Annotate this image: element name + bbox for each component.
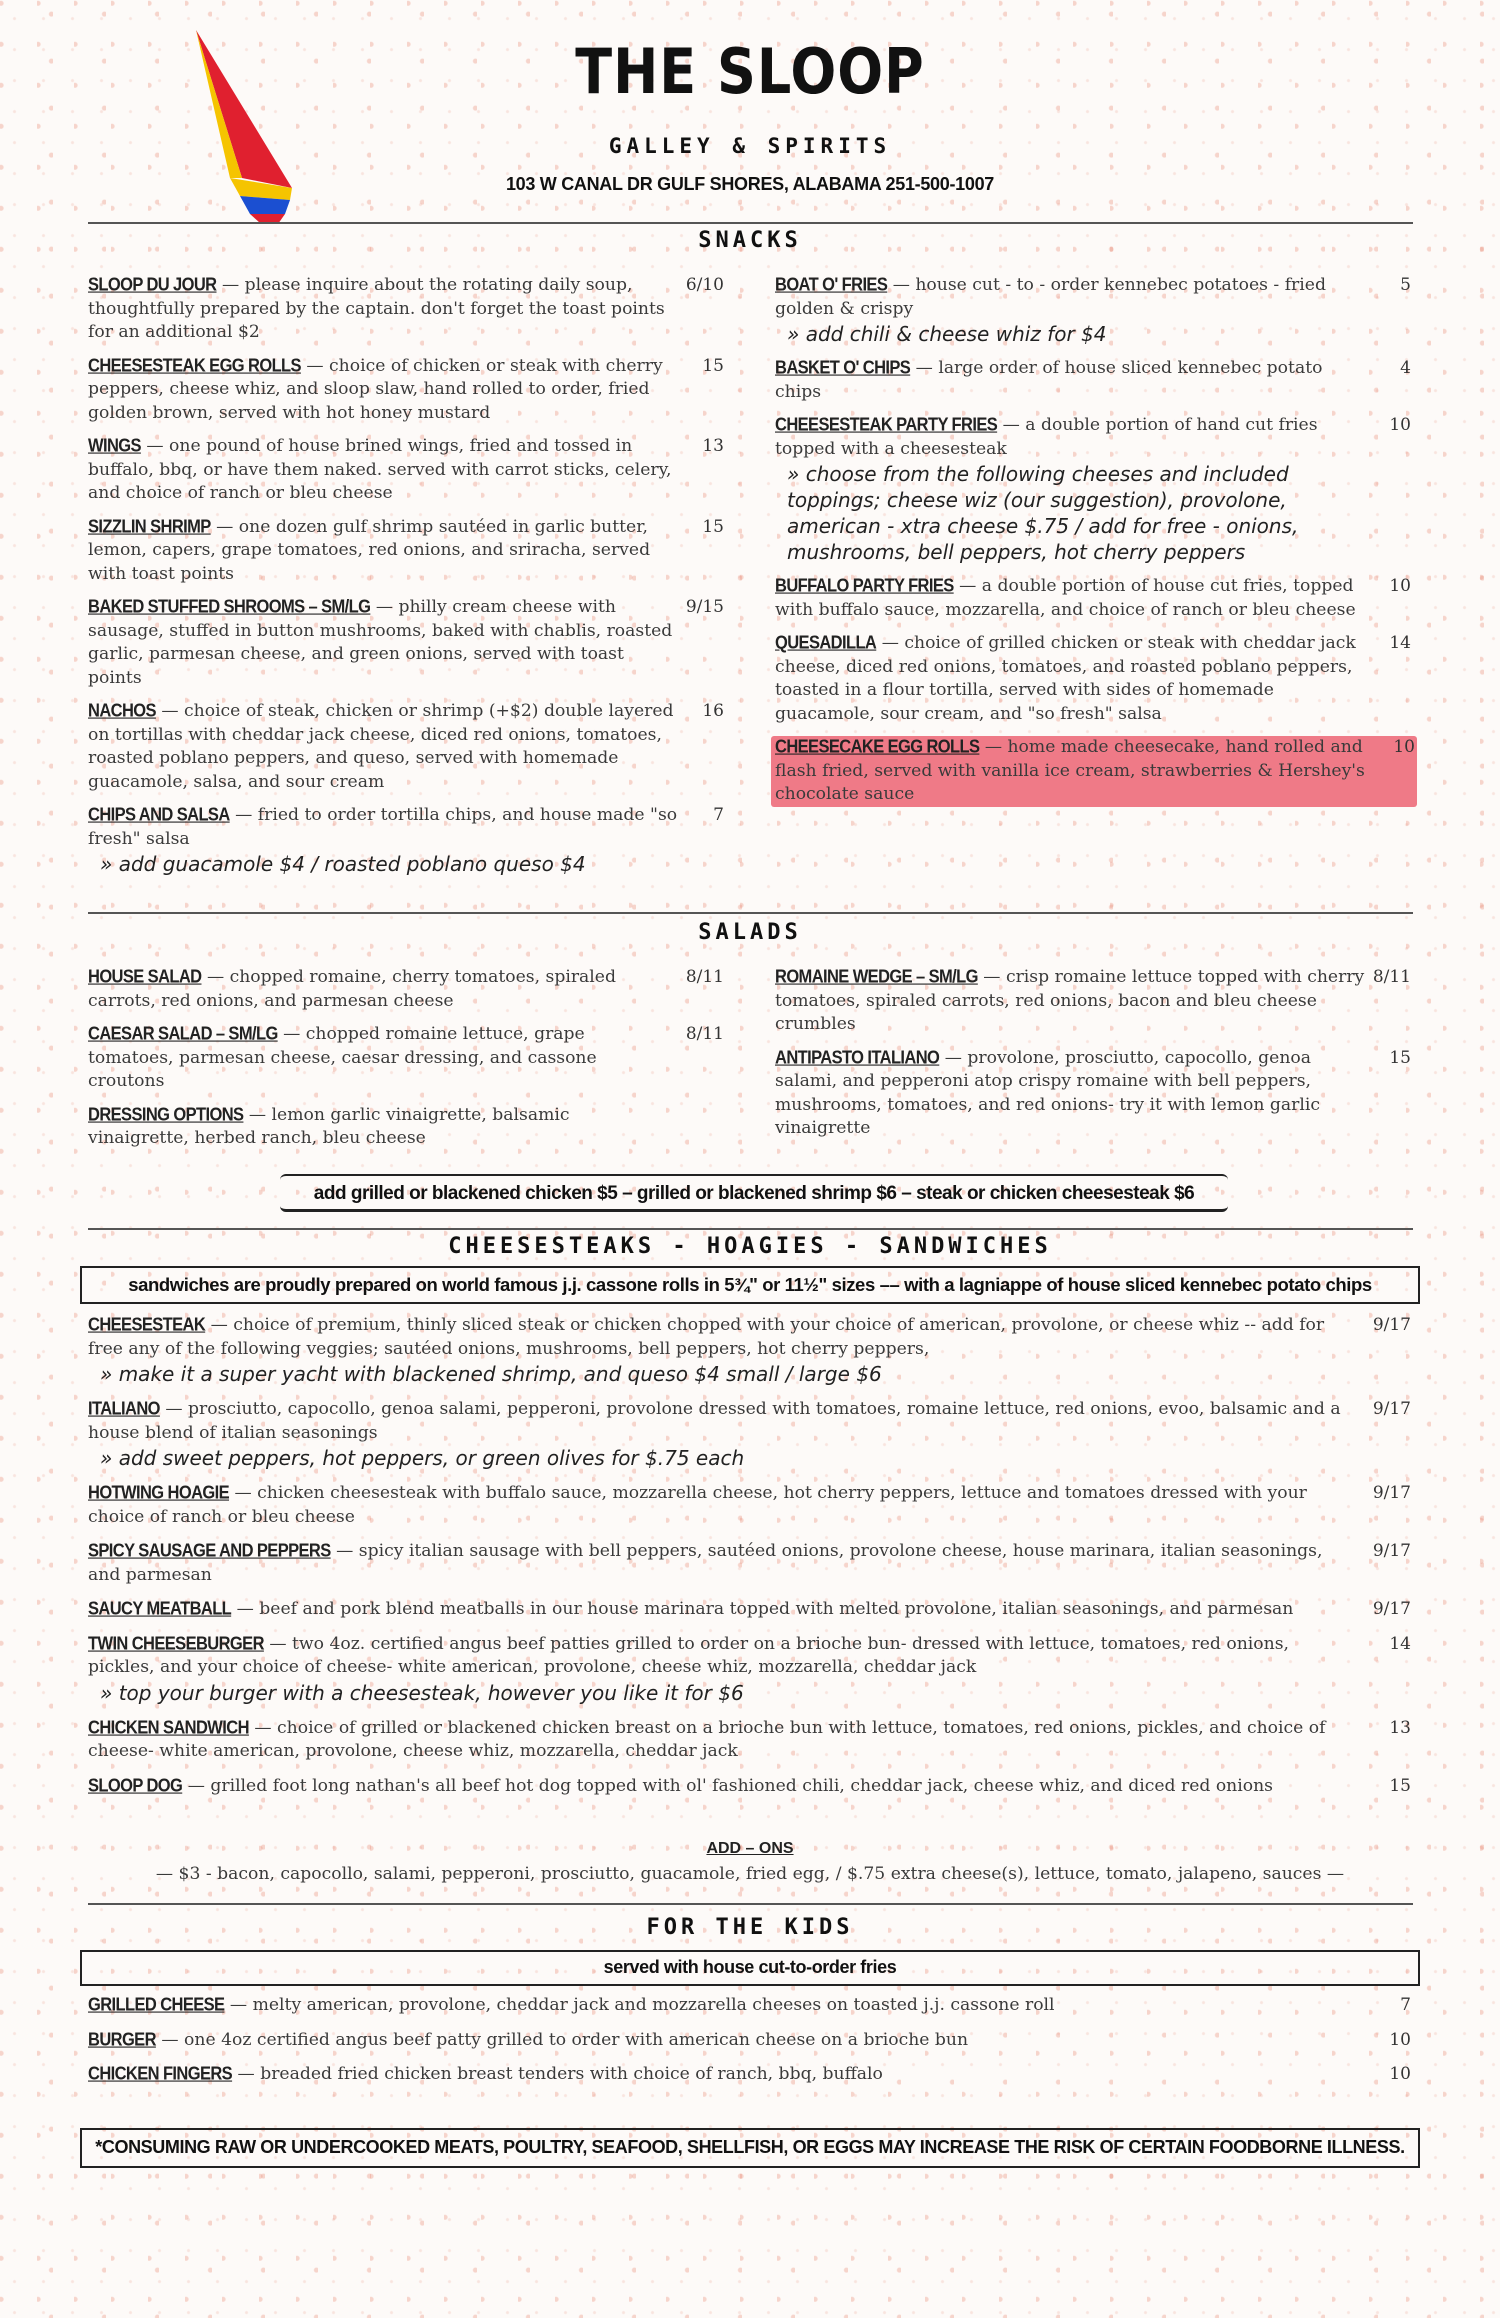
menu-item-description: — one 4oz certified angus beef patty grilled to order with american cheese on a brioche bun — [155, 2029, 969, 2050]
menu-item — [775, 274, 1413, 347]
menu-item-description: — spicy italian sausage with bell peppers, sautéed onions, provolone cheese, house marinara, italian seasonings, and parmesan — [88, 1541, 1323, 1585]
menu-item-text — [775, 632, 1365, 726]
menu-item-name: SLOOP DU JOUR — [88, 275, 217, 295]
menu-item-price: 13 — [702, 436, 724, 456]
divider — [88, 912, 1413, 914]
menu-item-description: — choice of steak, chicken or shrimp (+$2) double layered on tortillas with cheddar jack cheese, diced red onions, tomatoes, roasted poblano peppers, and queso, served with homemade guacamole, salsa, and sour cream — [88, 701, 674, 792]
menu-item-text — [775, 736, 1365, 807]
menu-item-text — [88, 1633, 1343, 1680]
menu-item — [88, 1104, 726, 1151]
menu-item-text — [88, 516, 678, 587]
menu-item-description: — lemon garlic vinaigrette, balsamic vinaigrette, herbed ranch, bleu cheese — [88, 1104, 570, 1148]
menu-item-text — [88, 1717, 1343, 1764]
menu-item-note: » add sweet peppers, hot peppers, or green olives for $.75 each — [100, 1446, 745, 1470]
menu-item-note: » make it a super yacht with blackened shrimp, and queso $4 small / large $6 — [100, 1362, 882, 1386]
menu-item-name: CHICKEN SANDWICH — [88, 1717, 249, 1738]
menu-item-name: BUFFALO PARTY FRIES — [775, 576, 954, 596]
menu-item — [775, 414, 1413, 565]
menu-item-price: 15 — [1389, 1775, 1411, 1796]
menu-item-text — [775, 966, 1365, 1037]
menu-item-text — [88, 2063, 1343, 2087]
menu-item-description: — chopped romaine lettuce, grape tomatoes, parmesan cheese, caesar dressing, and cassone croutons — [88, 1024, 597, 1091]
menu-item-note: » add chili & cheese whiz for $4 — [787, 322, 1107, 346]
menu-item-price: 10 — [1389, 576, 1411, 596]
menu-item-description: — breaded fried chicken breast tenders with choice of ranch, bbq, buffalo — [232, 2064, 883, 2084]
menu-item — [88, 1482, 1413, 1529]
menu-item-price: 10 — [1389, 2064, 1411, 2084]
salad-addon-bar: add grilled or blackened chicken $5 – grilled or blackened shrimp $6 – steak or chicken cheesesteak $6 — [280, 1174, 1228, 1212]
menu-item-description: — one pound of house brined wings, fried and tossed in buffalo, bbq, or have them naked. served with carrot sticks, celery, and choice of ranch or bleu cheese — [88, 436, 672, 503]
menu-item-text — [88, 274, 678, 345]
sandwich-list — [88, 1314, 1413, 1809]
menu-item — [88, 1598, 1413, 1622]
menu-item — [88, 1023, 726, 1094]
restaurant-subtitle: GALLEY & SPIRITS — [608, 134, 892, 158]
menu-item-description: — choice of grilled or blackened chicken breast on a brioche bun with lettuce, tomatoes, red onions, pickles, and choice of cheese- white american, provolone, cheese whiz, mozzarella, cheddar jack — [88, 1717, 1326, 1761]
menu-item-description: — melty american, provolone, cheddar jack and mozzarella cheeses on toasted j.j. cassone roll — [224, 1995, 1055, 2015]
menu-item-name: BURGER — [88, 2029, 156, 2050]
menu-item-name: CHEESECAKE EGG ROLLS — [775, 737, 980, 757]
menu-item-name: DRESSING OPTIONS — [88, 1104, 244, 1125]
menu-item — [775, 575, 1413, 622]
menu-item-name: SAUCY MEATBALL — [88, 1599, 232, 1619]
menu-item — [88, 2063, 1413, 2087]
menu-item — [775, 966, 1413, 1037]
menu-item-text — [88, 1775, 1343, 1799]
menu-item — [775, 632, 1413, 726]
menu-item-price: 8/11 — [1372, 967, 1411, 987]
menu-item — [88, 1775, 1413, 1799]
menu-item-price: 8/11 — [685, 967, 724, 987]
menu-item-text — [88, 966, 658, 1013]
menu-item-text — [88, 1598, 1343, 1622]
addons-text: — $3 - bacon, capocollo, salami, pepperoni, prosciutto, guacamole, fried egg, / $.75 extra cheese(s), lettuce, tomato, jalapeno, sauces — — [155, 1864, 1345, 1884]
section-heading-sandwiches: CHEESESTEAKS - HOAGIES - SANDWICHES — [448, 1234, 1052, 1259]
menu-item-price: 10 — [1389, 415, 1411, 435]
menu-item — [88, 804, 726, 877]
menu-item-name: CHEESESTEAK — [88, 1315, 206, 1335]
menu-item-price: 7 — [713, 805, 724, 825]
menu-item-description: — a double portion of hand cut fries topped with a cheesesteak — [775, 415, 1318, 459]
menu-item-name: BOAT O' FRIES — [775, 275, 888, 295]
addons-title: ADD – ONS — [706, 1840, 794, 1857]
menu-item-price: 16 — [702, 701, 724, 721]
menu-item — [771, 736, 1417, 807]
menu-item — [88, 1717, 1413, 1764]
menu-item-description: — choice of grilled chicken or steak with cheddar jack cheese, diced red onions, tomatoes, and roasted poblano peppers, toasted in a flour tortilla, served with sides of homemade guacamole, sour cream, and "so fresh" salsa — [775, 633, 1356, 724]
menu-item — [88, 596, 726, 690]
menu-item-text — [88, 1994, 1343, 2018]
menu-item-name: CHICKEN FINGERS — [88, 2064, 233, 2084]
menu-item-price: 10 — [1393, 737, 1415, 757]
menu-item-name: NACHOS — [88, 701, 156, 721]
divider — [88, 222, 1413, 224]
menu-item-description: — philly cream cheese with sausage, stuffed in button mushrooms, baked with chablis, roasted garlic, parmesan cheese, and green onions, served with toast points — [88, 597, 673, 688]
snacks-right-column — [775, 274, 1413, 817]
menu-item-text — [88, 1540, 1343, 1587]
menu-item-text — [88, 1314, 1343, 1361]
menu-item — [88, 1994, 1413, 2018]
menu-item — [775, 357, 1413, 404]
menu-item-note: » choose from the following cheeses and included toppings; cheese wiz (our suggestion), provolone, american - xtra cheese $.75 / add for free - onions, mushrooms, bell peppers, hot cherry peppers — [787, 462, 1299, 564]
menu-item — [88, 516, 726, 587]
menu-item-description: — large order of house sliced kennebec potato chips — [775, 358, 1323, 402]
menu-item-name: CAESAR SALAD – SM/LG — [88, 1024, 278, 1044]
menu-item-text — [775, 1047, 1365, 1141]
menu-item-price: 14 — [1389, 1633, 1411, 1654]
menu-item-text — [775, 575, 1365, 622]
menu-item-text — [88, 1482, 1343, 1529]
menu-item — [88, 1314, 1413, 1387]
food-safety-disclaimer: *CONSUMING RAW OR UNDERCOOKED MEATS, POULTRY, SEAFOOD, SHELLFISH, OR EGGS MAY INCREASE THE RISK OF CERTAIN FOODBORNE ILLNESS. — [80, 2128, 1420, 2168]
restaurant-title: THE SLOOP — [575, 35, 925, 108]
menu-item — [88, 274, 726, 345]
section-heading-kids: FOR THE KIDS — [646, 1915, 854, 1940]
menu-item-price: 15 — [702, 355, 724, 376]
sandwich-banner: sandwiches are proudly prepared on world famous j.j. cassone rolls in 5¾" or 11½" sizes –– with a lagniappe of house sliced kennebec potato chips — [80, 1266, 1420, 1304]
menu-item-name: GRILLED CHEESE — [88, 1995, 225, 2015]
menu-item-text — [88, 700, 678, 794]
menu-item-text — [775, 274, 1365, 321]
menu-item — [88, 700, 726, 794]
menu-item — [88, 1540, 1413, 1587]
menu-item-description: — crisp romaine lettuce topped with cherry tomatoes, spiraled carrots, red onions, bacon and bleu cheese crumbles — [775, 967, 1365, 1034]
menu-item-name: ROMAINE WEDGE – SM/LG — [775, 967, 978, 987]
menu-item-price: 15 — [702, 516, 724, 537]
menu-item-price: 8/11 — [685, 1024, 724, 1044]
menu-item-price: 14 — [1389, 633, 1411, 653]
menu-item — [88, 1633, 1413, 1706]
menu-item-description: — choice of premium, thinly sliced steak or chicken chopped with your choice of american, provolone, or cheese whiz -- add for free any of the following veggies; sautéed onions, mushrooms, bell peppers, hot cherry peppers, — [88, 1315, 1325, 1359]
menu-item-price: 10 — [1389, 2029, 1411, 2050]
menu-item-name: CHIPS AND SALSA — [88, 805, 230, 825]
menu-item-name: CHEESESTEAK PARTY FRIES — [775, 415, 998, 435]
salads-right-column — [775, 966, 1413, 1151]
menu-item-description: — choice of chicken or steak with cherry peppers, cheese whiz, and sloop slaw, hand rolled to order, fried golden brown, served with hot honey mustard — [88, 355, 663, 423]
menu-item — [775, 1047, 1413, 1141]
menu-item-note: » top your burger with a cheesesteak, however you like it for $6 — [100, 1680, 744, 1705]
menu-item-text — [88, 355, 678, 426]
menu-item-description: — prosciutto, capocollo, genoa salami, pepperoni, provolone dressed with tomatoes, romaine lettuce, red onions, evoo, balsamic and a house blend of italian seasonings — [88, 1399, 1341, 1443]
menu-item — [88, 355, 726, 426]
kids-list — [88, 1994, 1413, 2098]
menu-item-price: 5 — [1400, 275, 1411, 295]
menu-item-price: 9/17 — [1372, 1541, 1411, 1561]
menu-item-description: — chopped romaine, cherry tomatoes, spiraled carrots, red onions, and parmesan cheese — [88, 967, 616, 1011]
menu-item-price: 6/10 — [685, 275, 724, 295]
kids-banner: served with house cut-to-order fries — [80, 1950, 1420, 1986]
menu-item-text — [88, 1398, 1343, 1445]
menu-item-name: TWIN CHEESEBURGER — [88, 1633, 264, 1654]
menu-item-description: — a double portion of house cut fries, topped with buffalo sauce, mozzarella, and choice of ranch or bleu cheese — [775, 576, 1356, 620]
menu-item-name: ANTIPASTO ITALIANO — [775, 1047, 940, 1068]
menu-item-price: 15 — [1389, 1047, 1411, 1068]
menu-item-price: 9/17 — [1372, 1599, 1411, 1619]
menu-item-text — [775, 357, 1365, 404]
divider — [88, 1228, 1413, 1230]
menu-item-price: 9/17 — [1372, 1315, 1411, 1335]
menu-item-description: — please inquire about the rotating daily soup, thoughtfully prepared by the captain. don't forget the toast points for an additional $2 — [88, 275, 665, 342]
menu-item-description: — two 4oz. certified angus beef patties grilled to order on a brioche bun- dressed with lettuce, tomatoes, red onions, pickles, and your choice of cheese- white american, provolone, cheese whiz, mozzarella, cheddar jack — [88, 1633, 1290, 1677]
menu-item-text — [88, 596, 678, 690]
menu-item-name: CHEESESTEAK EGG ROLLS — [88, 355, 301, 376]
menu-item-name: QUESADILLA — [775, 633, 877, 653]
menu-item-name: SLOOP DOG — [88, 1775, 183, 1796]
section-heading-salads: SALADS — [698, 920, 802, 945]
menu-item — [88, 966, 726, 1013]
menu-item-description: — house cut - to - order kennebec potatoes - fried golden & crispy — [775, 275, 1326, 319]
menu-item-price: 9/17 — [1372, 1399, 1411, 1419]
salads-left-column — [88, 966, 726, 1161]
menu-item-text — [88, 804, 678, 851]
menu-item-description: — fried to order tortilla chips, and house made "so fresh" salsa — [88, 805, 678, 849]
menu-item-description: — provolone, prosciutto, capocollo, genoa salami, and pepperoni atop crispy romaine with bell peppers, mushrooms, tomatoes, and red onions- try it with lemon garlic vinaigrette — [775, 1047, 1320, 1138]
menu-item-name: HOUSE SALAD — [88, 967, 202, 987]
menu-item-text — [88, 1023, 658, 1094]
menu-item-description: — home made cheesecake, hand rolled and flash fried, served with vanilla ice cream, strawberries & Hershey's chocolate sauce — [775, 737, 1365, 804]
menu-item-name: WINGS — [88, 436, 141, 456]
restaurant-address: 103 W CANAL DR GULF SHORES, ALABAMA 251-500-1007 — [505, 174, 995, 194]
menu-item-description: — beef and pork blend meatballs in our house marinara topped with melted provolone, italian seasonings, and parmesan — [231, 1599, 1294, 1619]
menu-item-note: » add guacamole $4 / roasted poblano queso $4 — [100, 852, 586, 876]
menu-item-description: — grilled foot long nathan's all beef hot dog topped with ol' fashioned chili, cheddar jack, cheese whiz, and diced red onions — [182, 1775, 1273, 1796]
menu-item-name: SPICY SAUSAGE AND PEPPERS — [88, 1541, 331, 1561]
menu-item-text — [775, 414, 1365, 461]
menu-item-description: — chicken cheesesteak with buffalo sauce, mozzarella cheese, hot cherry peppers, lettuce and tomatoes dressed with your choice of ranch or bleu cheese — [88, 1483, 1307, 1527]
menu-item-text — [88, 435, 678, 506]
menu-item-name: HOTWING HOAGIE — [88, 1483, 230, 1503]
menu-item — [88, 1398, 1413, 1471]
menu-item-name: BASKET O' CHIPS — [775, 358, 911, 378]
menu-item-text — [88, 2029, 1343, 2053]
menu-item-name: SIZZLIN SHRIMP — [88, 516, 211, 537]
menu-item — [88, 2029, 1413, 2053]
menu-item-name: BAKED STUFFED SHROOMS – SM/LG — [88, 597, 371, 617]
menu-item — [88, 435, 726, 506]
section-heading-snacks: SNACKS — [698, 228, 802, 253]
menu-item-name: ITALIANO — [88, 1399, 160, 1419]
menu-item-price: 13 — [1389, 1717, 1411, 1738]
divider — [88, 1903, 1413, 1905]
snacks-left-column — [88, 274, 726, 887]
menu-item-price: 4 — [1400, 358, 1411, 378]
menu-item-description: — one dozen gulf shrimp sautéed in garlic butter, lemon, capers, grape tomatoes, red onions, and sriracha, served with toast points — [88, 516, 651, 584]
menu-item-text — [88, 1104, 658, 1151]
menu-item-price: 7 — [1400, 1995, 1411, 2015]
menu-item-price: 9/17 — [1372, 1483, 1411, 1503]
menu-item-price: 9/15 — [685, 597, 724, 617]
